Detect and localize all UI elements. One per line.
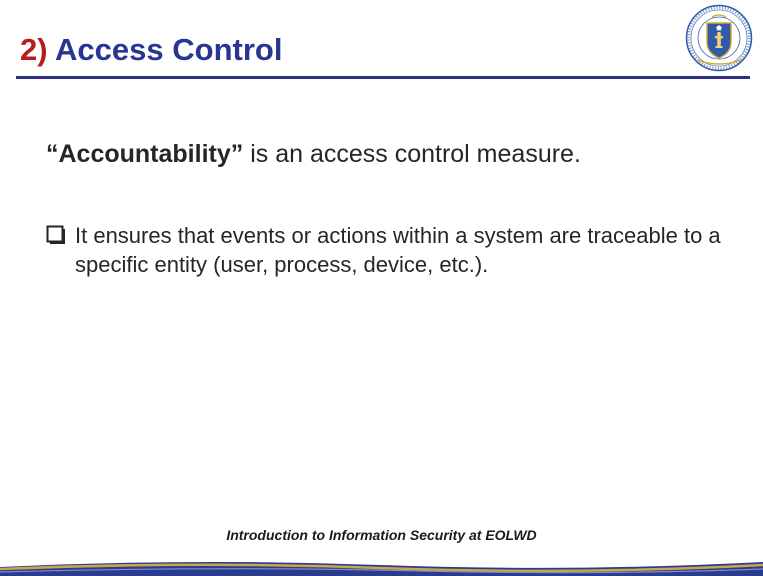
title-text: Access Control xyxy=(55,32,283,67)
accountability-term: “Accountability” xyxy=(46,140,244,168)
checkbox-bullet-icon xyxy=(46,225,65,244)
title-underline xyxy=(16,76,750,79)
accountability-definition: is an access control measure. xyxy=(243,140,581,168)
massachusetts-state-seal-icon xyxy=(685,4,753,72)
bullet-item xyxy=(46,221,735,279)
slide-title xyxy=(20,34,282,65)
accountability-statement xyxy=(46,142,581,167)
bullet-text: It ensures that events or actions within a system are traceable to a specific entity (user, process, device, etc.). xyxy=(75,223,721,277)
bottom-wave-band xyxy=(0,558,763,576)
title-number: 2) xyxy=(20,32,48,67)
slide-footer: Introduction to Information Security at EOLWD xyxy=(226,527,537,543)
